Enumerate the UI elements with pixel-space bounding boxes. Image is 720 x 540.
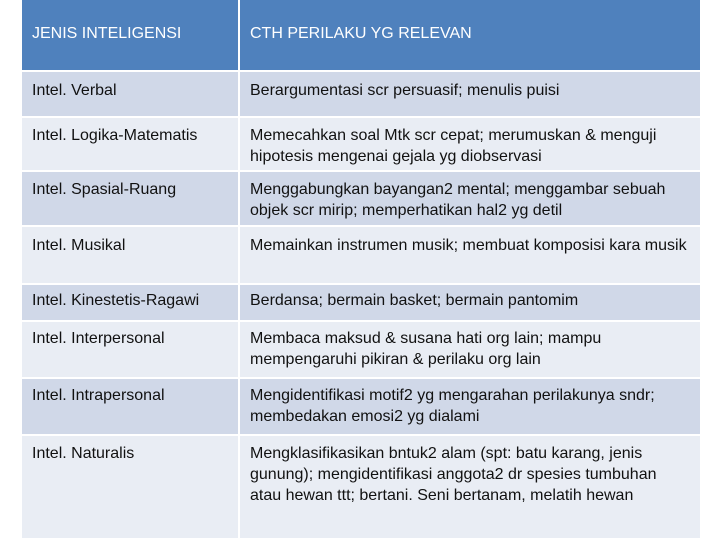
intelligence-type-cell: Intel. Spasial-Ruang [22, 172, 240, 225]
table-row [22, 227, 700, 285]
header-relevant-behavior: CTH PERILAKU YG RELEVAN [240, 0, 700, 70]
intelligence-type-cell: Intel. Musikal [22, 227, 240, 283]
intelligence-type-cell: Intel. Verbal [22, 72, 240, 116]
behavior-cell: Berdansa; bermain basket; bermain pantomim [240, 285, 700, 320]
header-intelligence-type: JENIS INTELIGENSI [22, 0, 240, 70]
table-row [22, 379, 700, 436]
behavior-cell: Mengidentifikasi motif2 yg mengarahan perilakunya sndr; membedakan emosi2 yg dialami [240, 379, 700, 434]
behavior-cell: Menggabungkan bayangan2 mental; menggambar sebuah objek scr mirip; memperhatikan hal2 yg detil [240, 172, 700, 225]
intelligence-type-cell: Intel. Intrapersonal [22, 379, 240, 434]
table-row [22, 172, 700, 227]
behavior-cell: Memecahkan soal Mtk scr cepat; merumuskan & menguji hipotesis mengenai gejala yg diobservasi [240, 118, 700, 170]
intelligence-type-cell: Intel. Interpersonal [22, 322, 240, 377]
intelligence-table [22, 0, 700, 540]
table-row [22, 436, 700, 540]
behavior-cell: Membaca maksud & susana hati org lain; mampu mempengaruhi pikiran & perilaku org lain [240, 322, 700, 377]
table-row [22, 322, 700, 379]
table-row [22, 118, 700, 172]
table-row [22, 72, 700, 118]
behavior-cell: Mengklasifikasikan bntuk2 alam (spt: batu karang, jenis gunung); mengidentifikasi anggota2 dr spesies tumbuhan atau hewan ttt; bertani. Seni bertanam, melatih hewan [240, 436, 700, 538]
intelligence-type-cell: Intel. Naturalis [22, 436, 240, 538]
behavior-cell: Berargumentasi scr persuasif; menulis puisi [240, 72, 700, 116]
intelligence-type-cell: Intel. Logika-Matematis [22, 118, 240, 170]
intelligence-type-cell: Intel. Kinestetis-Ragawi [22, 285, 240, 320]
table-row [22, 285, 700, 322]
behavior-cell: Memainkan instrumen musik; membuat komposisi kara musik [240, 227, 700, 283]
table-header-row [22, 0, 700, 72]
